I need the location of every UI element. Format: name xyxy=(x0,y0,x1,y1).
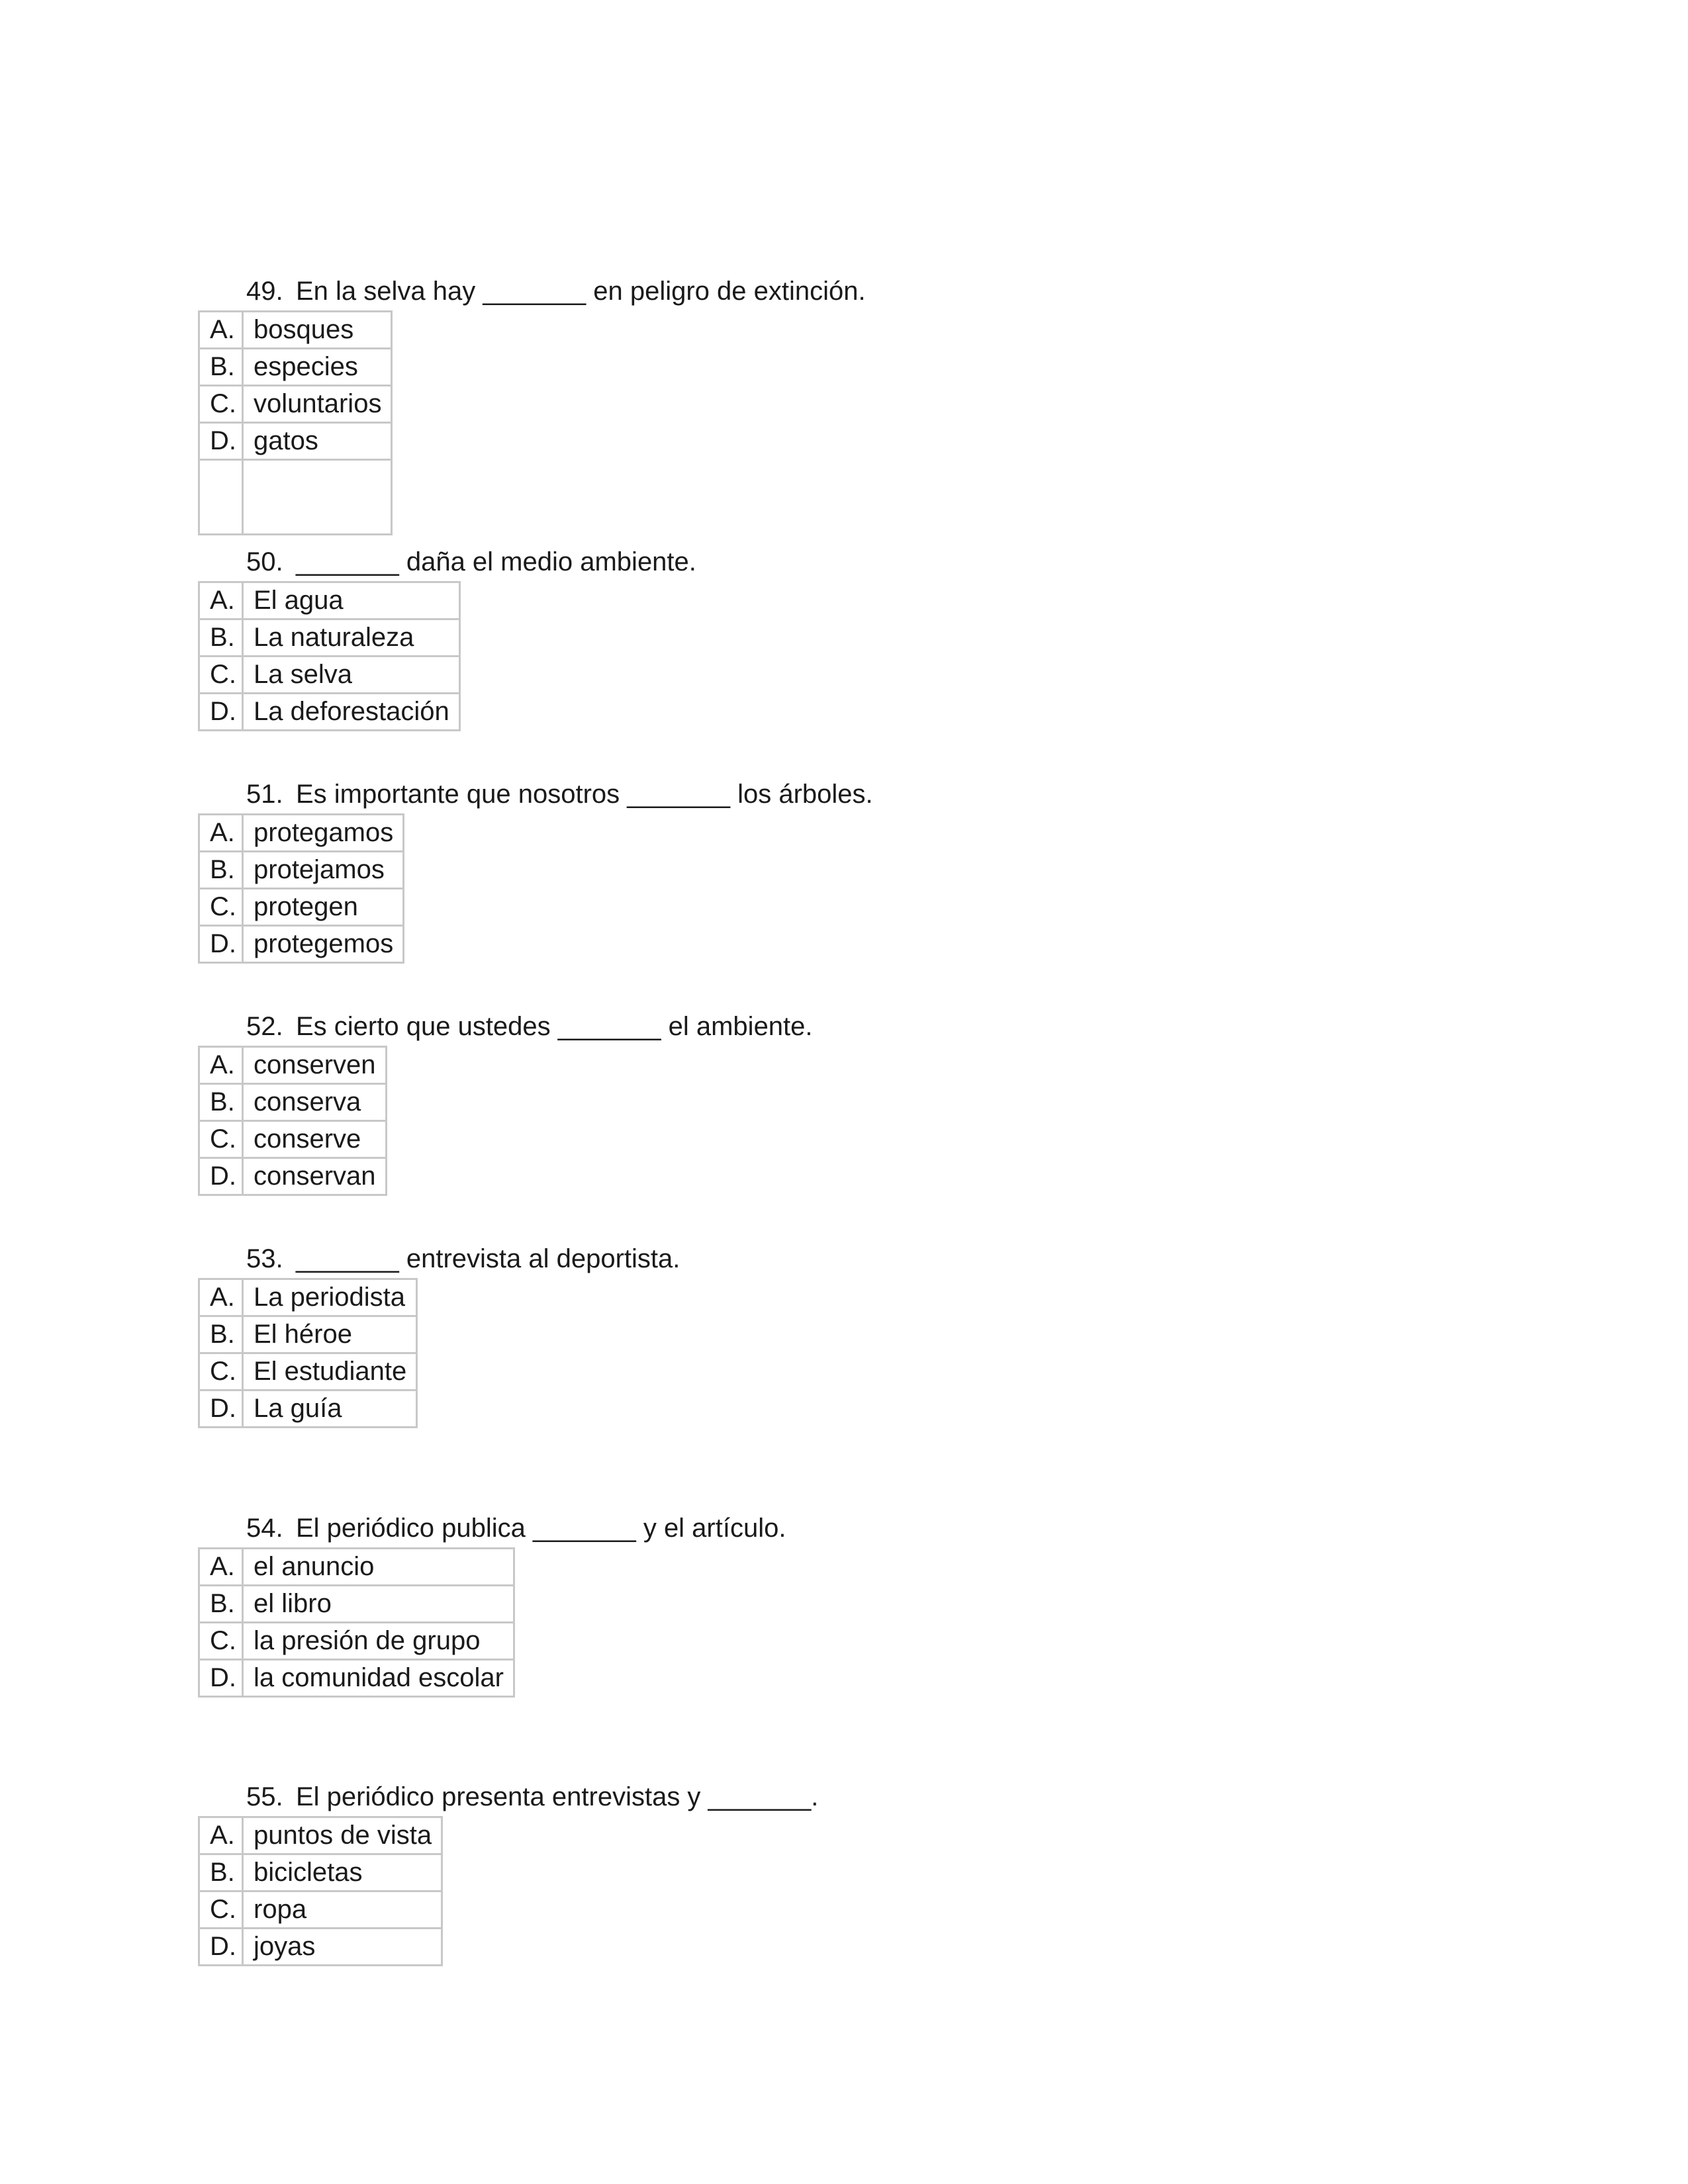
empty-cell xyxy=(199,460,243,535)
option-text: conserven xyxy=(243,1047,387,1084)
question-number: 51. xyxy=(246,780,283,809)
question-52 xyxy=(198,1007,813,1196)
options-table xyxy=(198,1278,418,1428)
option-letter: A. xyxy=(199,312,243,349)
question-number: 53. xyxy=(246,1244,283,1273)
option-row[interactable] xyxy=(199,1660,514,1697)
question-number: 54. xyxy=(246,1514,283,1543)
option-text: protejamos xyxy=(243,852,404,889)
option-row[interactable] xyxy=(199,1817,442,1854)
question-prompt xyxy=(198,543,696,581)
option-letter: C. xyxy=(199,1121,243,1158)
option-letter: B. xyxy=(199,1316,243,1353)
option-letter: C. xyxy=(199,889,243,926)
options-table xyxy=(198,310,393,535)
option-row[interactable] xyxy=(199,1549,514,1586)
question-prompt xyxy=(198,1240,680,1278)
option-letter: A. xyxy=(199,815,243,852)
option-text: conserva xyxy=(243,1084,387,1121)
question-prompt xyxy=(198,1509,786,1547)
option-letter: D. xyxy=(199,1660,243,1697)
option-text: El agua xyxy=(243,582,460,619)
option-row[interactable] xyxy=(199,1279,417,1316)
option-letter: C. xyxy=(199,1891,243,1929)
option-row[interactable] xyxy=(199,657,460,694)
question-number: 49. xyxy=(246,277,283,306)
option-text: ropa xyxy=(243,1891,442,1929)
option-text: protegamos xyxy=(243,815,404,852)
question-text: _______ entrevista al deportista. xyxy=(296,1244,680,1273)
question-number: 55. xyxy=(246,1782,283,1811)
option-letter: A. xyxy=(199,1549,243,1586)
question-prompt xyxy=(198,775,873,813)
option-text: La selva xyxy=(243,657,460,694)
question-prompt xyxy=(198,272,866,310)
question-text: En la selva hay _______ en peligro de extinción. xyxy=(296,277,866,306)
option-row[interactable] xyxy=(199,1891,442,1929)
option-text: especies xyxy=(243,349,392,386)
option-letter: C. xyxy=(199,386,243,423)
options-table xyxy=(198,1816,443,1966)
option-row[interactable] xyxy=(199,1623,514,1660)
option-letter: A. xyxy=(199,582,243,619)
option-letter: B. xyxy=(199,619,243,657)
option-letter: B. xyxy=(199,1854,243,1891)
question-50 xyxy=(198,543,696,731)
option-text: bosques xyxy=(243,312,392,349)
option-letter: B. xyxy=(199,349,243,386)
option-letter: D. xyxy=(199,1929,243,1966)
question-49 xyxy=(198,272,866,535)
question-51 xyxy=(198,775,873,964)
option-row[interactable] xyxy=(199,1121,387,1158)
option-row[interactable] xyxy=(199,423,392,460)
option-text: puntos de vista xyxy=(243,1817,442,1854)
option-row[interactable] xyxy=(199,1390,417,1428)
options-table xyxy=(198,581,461,731)
option-text: El estudiante xyxy=(243,1353,417,1390)
option-letter: B. xyxy=(199,852,243,889)
question-number: 50. xyxy=(246,547,283,576)
option-row[interactable] xyxy=(199,312,392,349)
option-letter: A. xyxy=(199,1279,243,1316)
question-55 xyxy=(198,1778,818,1966)
option-row[interactable] xyxy=(199,1316,417,1353)
option-letter: A. xyxy=(199,1047,243,1084)
option-text: La periodista xyxy=(243,1279,417,1316)
option-text: la comunidad escolar xyxy=(243,1660,514,1697)
option-row[interactable] xyxy=(199,694,460,731)
option-letter: B. xyxy=(199,1084,243,1121)
option-letter: C. xyxy=(199,657,243,694)
option-text: conservan xyxy=(243,1158,387,1195)
option-row[interactable] xyxy=(199,1586,514,1623)
option-row[interactable] xyxy=(199,619,460,657)
option-text: voluntarios xyxy=(243,386,392,423)
option-row[interactable] xyxy=(199,386,392,423)
empty-cell xyxy=(243,460,392,535)
option-row[interactable] xyxy=(199,852,404,889)
empty-row xyxy=(199,460,392,535)
option-row[interactable] xyxy=(199,889,404,926)
option-letter: D. xyxy=(199,1390,243,1428)
question-prompt xyxy=(198,1007,813,1046)
option-row[interactable] xyxy=(199,1929,442,1966)
option-letter: B. xyxy=(199,1586,243,1623)
question-prompt xyxy=(198,1778,818,1816)
options-table xyxy=(198,1547,515,1698)
option-text: La guía xyxy=(243,1390,417,1428)
question-54 xyxy=(198,1509,786,1698)
question-text: Es importante que nosotros _______ los árboles. xyxy=(296,780,873,809)
option-letter: D. xyxy=(199,1158,243,1195)
question-text: Es cierto que ustedes _______ el ambiente. xyxy=(296,1012,813,1041)
option-letter: C. xyxy=(199,1623,243,1660)
option-row[interactable] xyxy=(199,1084,387,1121)
option-text: el anuncio xyxy=(243,1549,514,1586)
option-row[interactable] xyxy=(199,1158,387,1195)
option-text: protegen xyxy=(243,889,404,926)
option-row[interactable] xyxy=(199,1047,387,1084)
option-letter: D. xyxy=(199,926,243,963)
question-53 xyxy=(198,1240,680,1428)
option-letter: A. xyxy=(199,1817,243,1854)
option-row[interactable] xyxy=(199,815,404,852)
option-letter: C. xyxy=(199,1353,243,1390)
options-table xyxy=(198,813,404,964)
question-text: El periódico publica _______ y el artículo. xyxy=(296,1514,786,1543)
option-row[interactable] xyxy=(199,349,392,386)
option-text: la presión de grupo xyxy=(243,1623,514,1660)
option-letter: D. xyxy=(199,694,243,731)
question-number: 52. xyxy=(246,1012,283,1041)
options-table xyxy=(198,1046,387,1196)
option-text: gatos xyxy=(243,423,392,460)
question-text: El periódico presenta entrevistas y _______. xyxy=(296,1782,819,1811)
option-text: La deforestación xyxy=(243,694,460,731)
option-row[interactable] xyxy=(199,926,404,963)
question-text: _______ daña el medio ambiente. xyxy=(296,547,696,576)
option-row[interactable] xyxy=(199,1353,417,1390)
option-text: el libro xyxy=(243,1586,514,1623)
option-text: bicicletas xyxy=(243,1854,442,1891)
option-text: joyas xyxy=(243,1929,442,1966)
option-letter: D. xyxy=(199,423,243,460)
option-text: El héroe xyxy=(243,1316,417,1353)
option-row[interactable] xyxy=(199,1854,442,1891)
option-text: conserve xyxy=(243,1121,387,1158)
option-text: La naturaleza xyxy=(243,619,460,657)
option-row[interactable] xyxy=(199,582,460,619)
option-text: protegemos xyxy=(243,926,404,963)
